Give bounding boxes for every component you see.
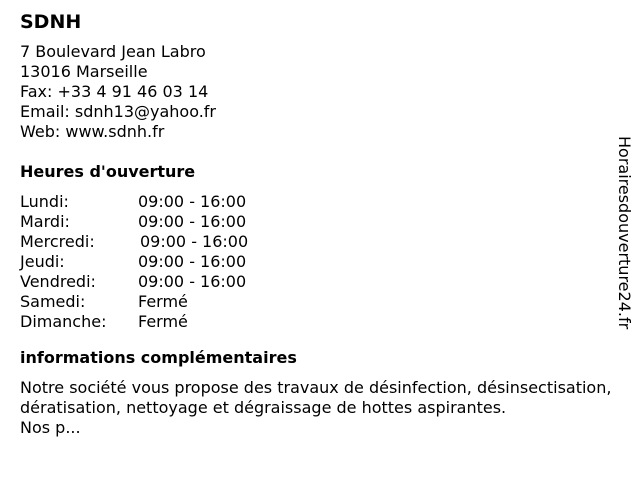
website: Web: www.sdnh.fr (20, 122, 165, 141)
business-name: SDNH (20, 11, 82, 33)
hours-day: Dimanche: (20, 312, 107, 331)
fax-number: Fax: +33 4 91 46 03 14 (20, 82, 209, 101)
hours-value: Fermé (138, 312, 188, 331)
description-more: Nos p... (20, 418, 81, 437)
hours-day: Lundi: (20, 192, 69, 211)
address-block (20, 42, 616, 142)
email-address: Email: sdnh13@yahoo.fr (20, 102, 217, 121)
opening-hours-table (20, 192, 616, 332)
hours-row-thursday (20, 252, 616, 272)
site-watermark: Horairesdouverture24.fr (615, 136, 634, 330)
address-street: 7 Boulevard Jean Labro (20, 42, 206, 61)
hours-value: 09:00 - 16:00 (138, 252, 247, 271)
business-card (20, 10, 616, 438)
hours-row-friday (20, 272, 616, 292)
hours-row-sunday (20, 312, 616, 332)
hours-value: 09:00 - 16:00 (138, 212, 247, 231)
hours-day: Samedi: (20, 292, 86, 311)
hours-row-wednesday (20, 232, 616, 252)
business-description (20, 378, 616, 438)
additional-info-heading: informations complémentaires (20, 348, 297, 367)
hours-value: Fermé (138, 292, 188, 311)
hours-value: 09:00 - 16:00 (140, 232, 249, 251)
hours-row-saturday (20, 292, 616, 312)
hours-value: 09:00 - 16:00 (138, 272, 247, 291)
hours-day: Jeudi: (20, 252, 65, 271)
hours-row-tuesday (20, 212, 616, 232)
hours-day: Vendredi: (20, 272, 96, 291)
hours-day: Mercredi: (20, 232, 95, 251)
hours-row-monday (20, 192, 616, 212)
description-text: Notre société vous propose des travaux de désinfection, désinsectisation, dératisation, nettoyage et dégraissage de hottes aspirantes. (20, 378, 612, 417)
opening-hours-heading: Heures d'ouverture (20, 162, 196, 181)
hours-value: 09:00 - 16:00 (138, 192, 247, 211)
address-city: 13016 Marseille (20, 62, 148, 81)
hours-day: Mardi: (20, 212, 70, 231)
